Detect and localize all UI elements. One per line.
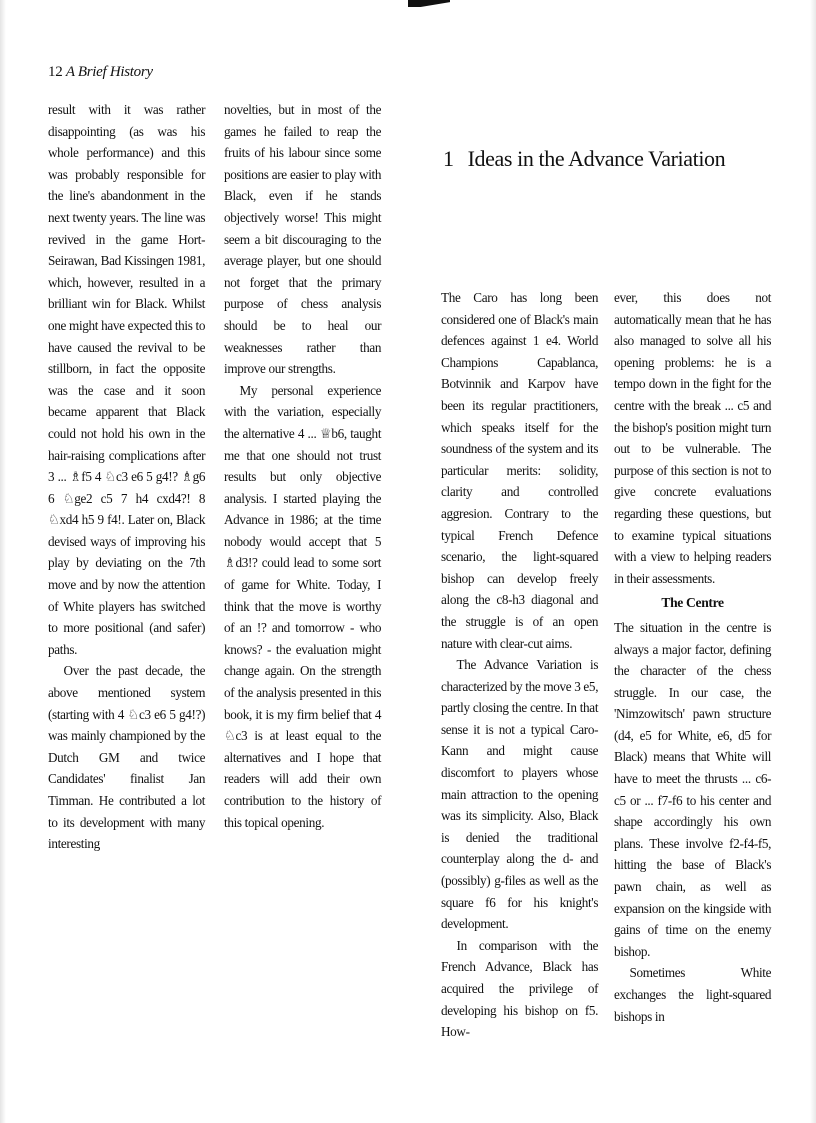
text-column-4 (614, 287, 771, 1027)
text-column-2 (224, 99, 381, 833)
paragraph: ever, this does not automatically mean that he has also managed to solve all his opening problems: he is a tempo down in the fight for the centre with the break ... c5 and the bishop's position might turn out to be vulnerable. The purpose of this section is not to give concrete evaluations regarding these questions, but to examine typical situations with a view to helping readers in their assessments. (614, 290, 772, 586)
paragraph: In comparison with the French Advance, Black has acquired the privilege of developing his bishop on f5. How- (441, 937, 599, 1040)
paragraph: The Advance Variation is characterized by the move 3 e5, partly closing the centre. In that sense it is not a typical Caro-Kann and might cause discomfort to players whose main attraction to the opening was its simplicity. Also, Black is denied the traditional counterplay along the d- and (possibly) g-files as well as the square f6 for his knight's development. (441, 657, 599, 932)
chapter-title (443, 146, 783, 172)
paragraph: Over the past decade, the above mentioned system (starting with 4 ♘c3 e6 5 g4!?) was mainly championed by the Dutch GM and twice Candidates' finalist Jan Timman. He contributed a lot to its development with many interesting (48, 663, 206, 852)
chapter-number: 1 (443, 146, 454, 171)
text-column-1 (48, 99, 205, 855)
paragraph: The situation in the centre is always a major factor, defining the character of the chess struggle. In our case, the 'Nimzowitsch' pawn structure (d4, e5 for White, e6, d5 for Black) means that White will have to meet the thrusts ... c6-c5 or ... f7-f6 to his center and shape accordingly his own plans. These involve f2-f4-f5, hitting the base of Black's pawn chain, as well as expansion on the kingside with gains of time on the enemy bishop. (614, 619, 772, 959)
running-head (48, 64, 153, 81)
chapter-title-text: Ideas in the Advance Variation (467, 146, 726, 171)
scan-artifact-mark (408, 0, 450, 7)
scan-right-edge (810, 0, 816, 1123)
paragraph: Sometimes White exchanges the light-squared bishops in (614, 965, 772, 1024)
section-heading: The Centre (661, 596, 724, 612)
running-head-title: A Brief History (65, 64, 153, 80)
page-number: 12 (48, 64, 63, 80)
paragraph: The Caro has long been considered one of Black's main defences against 1 e4. World Champions Capablanca, Botvinnik and Karpov have been its regular practitioners, which speaks itself for the soundness of the system and its particular merits: solidity, clarity and controlled aggresion. Contrary to the typical French Defence scenario, the light-squared bishop can develop freely along the c8-h3 diagonal and the struggle is of an open nature with clear-cut aims. (441, 290, 599, 651)
paragraph: result with it was rather disappointing (as was his whole performance) and this was probably responsible for the line's abandonment in the next twenty years. The line was revived in the game Hort-Seirawan, Bad Kissingen 1981, which, however, resulted in a brilliant win for Black. Whilst one might have expected this to have caused the revival to be stillborn, in fact the opposite was the case and it soon became apparent that Black could not hold his own in the hair-raising complications after 3 ... ♗f5 4 ♘c3 e6 5 g4!? ♗g6 6 ♘ge2 c5 7 h4 cxd4?! 8 ♘xd4 h5 9 f4!. Later on, Black devised ways of improving his play by deviating on the 7th move and by now the attention of White players has switched to more positional (and safer) paths. (48, 102, 206, 657)
text-column-3 (441, 287, 598, 1043)
scan-left-edge (0, 0, 6, 1123)
paragraph: My personal experience with the variation, especially the alternative 4 ... ♕b6, taught me that one should not trust results but only objective analysis. I started playing the Advance in 1986; at the time nobody would accept that 5 ♗d3!? could lead to some sort of game for White. Today, I think that the move is worthy of an !? and tomorrow - who knows? - the evaluation might change again. On the strength of the analysis presented in this book, it is my firm belief that 4 ♘c3 is at least equal to the alternatives and I hope that readers will add their own contribution to the history of this topical opening. (224, 382, 382, 830)
paragraph: novelties, but in most of the games he failed to reap the fruits of his labour since some positions are easier to play with Black, even if he stands objectively worse! This might seem a bit discouraging to the average player, but one should not forget that the primary purpose of chess analysis should be to heal our weaknesses rather than improve our strengths. (224, 102, 382, 377)
